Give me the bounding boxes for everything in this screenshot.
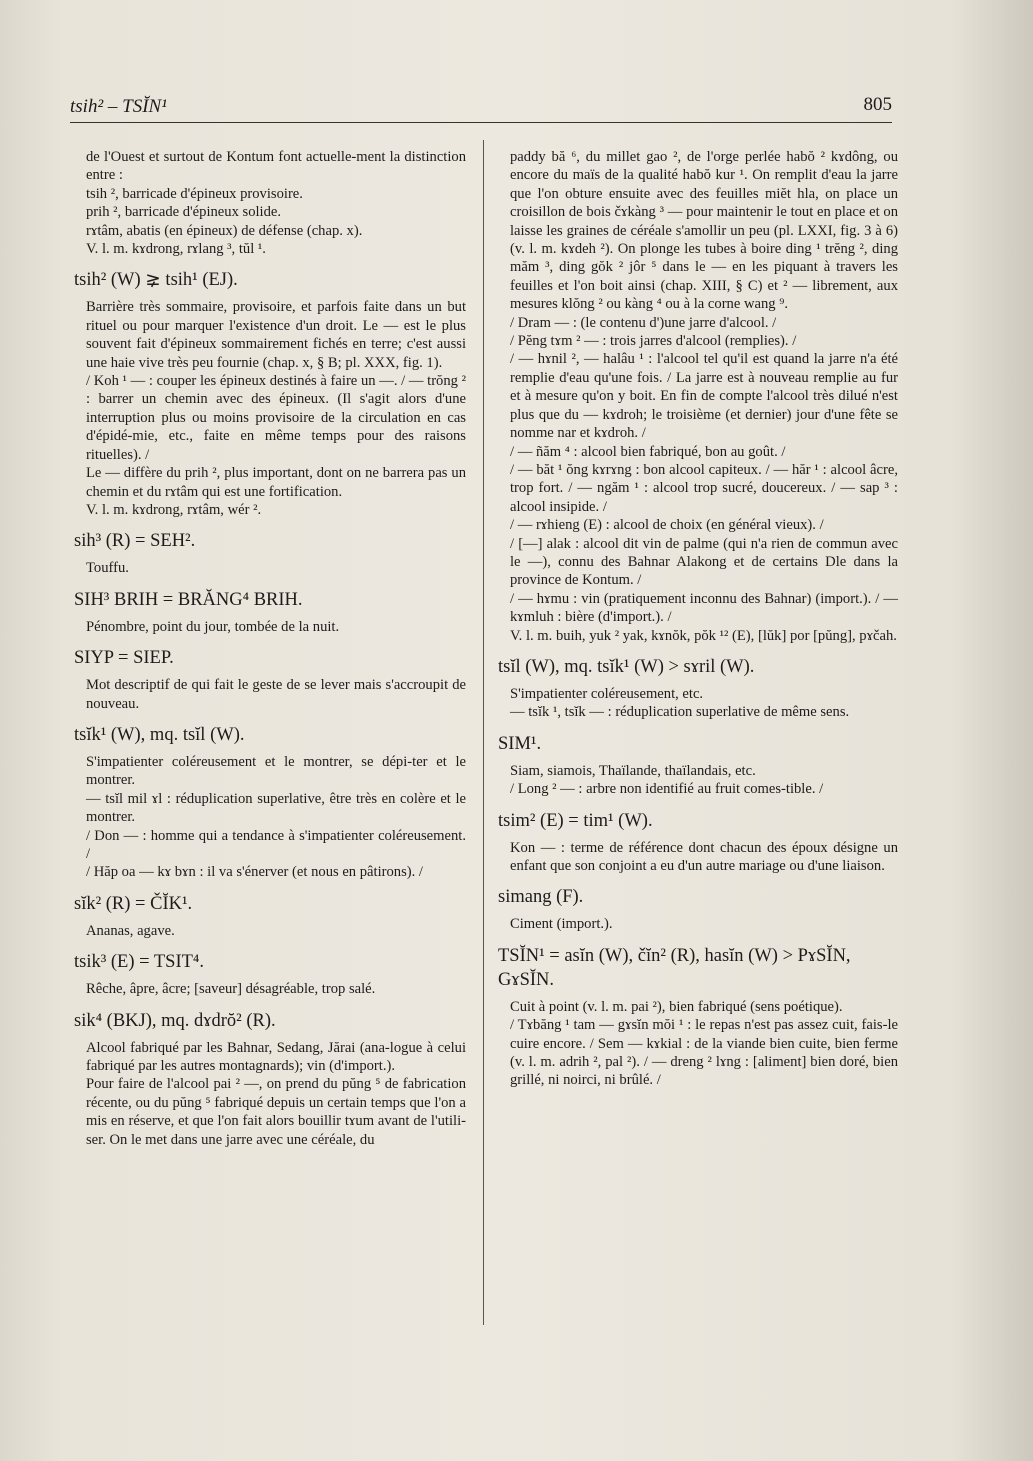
entry-text: / Koh ¹ — : couper les épineux destinés à faire un —. / — trŏng ² : barrer un chemin avec des épineux. (Il s'agit alors d'une interruption plus ou moins provisoire de la circulation en cas d'épidé-mie, etc., faite en même temps pour des raisons rituelles). / [86,373,466,463]
text-line: rɤtâm, abatis (en épineux) de défense (chap. x). [86,222,363,239]
dictionary-entry [498,655,898,722]
text-line: V. l. m. buih, yuk ² yak, kɤnŏk, pŏk ¹² (E), [lŭk] por [pŭng], pɤčah. [510,627,897,644]
text-line: / — ñăm ⁴ : alcool bien fabriqué, bon au goût. / [510,443,786,460]
text-line: / [—] alak : alcool dit vin de palme (qui n'a rien de commun avec le —), connu des Bahnar Alakong et de certains Dle dans la province de Kontum. / [510,535,898,589]
entry-headword: tsĭl (W), mq. tsĭk¹ (W) > sɤril (W). [498,656,755,677]
entry-headword: sih³ (R) = SEH². [74,531,196,552]
dictionary-entry [498,809,898,876]
entry-text: V. l. m. kɤdrong, rɤtâm, wér ². [86,501,262,518]
entry-text: S'impatienter coléreusement et le montrer, se dépi-ter et le montrer. [86,753,466,789]
text-line: V. l. m. kɤdrong, rɤlang ³, tŭl ¹. [86,241,266,258]
entry-headword: tsim² (E) = tim¹ (W). [498,810,653,831]
entry-text: Ciment (import.). [510,916,613,933]
entry-text: / Hăp oa — kɤ bɤn : il va s'énerver (et nous en pâtirons). / [86,864,423,881]
entry-text: / Long ² — : arbre non identifié au fruit comes-tible. / [510,781,824,798]
text-line: / Pĕng tɤm ² — : trois jarres d'alcool (remplies). / [510,333,797,350]
dictionary-entry [74,646,466,713]
right-column [498,148,898,1100]
left-column [74,148,466,1159]
dictionary-entry [74,268,466,519]
text-line: / — hɤmu : vin (pratiquement inconnu des Bahnar) (import.). / — kɤmluh : bière (d'import.). / [510,590,898,626]
dictionary-entry [74,529,466,577]
entry-headword: SIH³ BRIH = BRĂNG⁴ BRIH. [74,589,303,610]
entry-text: Pour faire de l'alcool pai ² —, on prend du pŭng ⁵ de fabrication récente, ou du pŭng ⁵ fabriqué depuis un certain temps que l'on a mis en réserve, et que l'on fait alors bouillir tɤum avant de l'utili-ser. On le met dans une jarre avec une céréale, du [86,1076,466,1148]
text-line: prih ², barricade d'épineux solide. [86,204,282,221]
entry-text: Mot descriptif de qui fait le geste de se lever mais s'accroupit de nouveau. [86,677,466,712]
entry-headword: sĭk² (R) = ČĬK¹. [74,893,193,914]
dictionary-entry [498,732,898,799]
continuation-block [74,148,466,258]
text-line: de l'Ouest et surtout de Kontum font actuelle-ment la distinction entre : [86,149,466,184]
entry-headword: simang (F). [498,887,584,908]
entry-headword: TSĬN¹ = asĭn (W), čĭn² (R), hasĭn (W) > PɤSĬN, GɤSĬN. [498,945,851,990]
dictionary-entry [74,1009,466,1149]
entry-text: Rêche, âpre, âcre; [saveur] désagréable, trop salé. [86,981,376,998]
entry-text: Touffu. [86,560,129,577]
entry-text: / Don — : homme qui a tendance à s'impatienter coléreusement. / [86,827,466,862]
dictionary-entry [74,723,466,882]
running-head: tsih² – TSĬN¹ [70,96,167,117]
dictionary-entry [74,950,466,998]
text-line: / — băt ¹ ŏng kɤrɤng : bon alcool capiteux. / — hăr ¹ : alcool âcre, trop fort. / — ngăm ¹ : alcool trop sucré, doucereux. / — sap ³ : alcool insipide. / [510,461,898,515]
text-line: tsih ², barricade d'épineux provisoire. [86,185,303,202]
dictionary-entry [74,892,466,940]
entry-headword: tsik³ (E) = TSIT⁴. [74,952,204,973]
entry-text: Pénombre, point du jour, tombée de la nuit. [86,618,340,635]
dictionary-entry [498,885,898,933]
text-line: / — rɤhieng (E) : alcool de choix (en général vieux). / [510,517,824,534]
entry-headword: sik⁴ (BKJ), mq. dɤdrŏ² (R). [74,1010,276,1031]
text-line: / Dram — : (le contenu d')une jarre d'alcool. / [510,314,777,331]
column-divider [483,140,484,1325]
entry-text: S'impatienter coléreusement, etc. [510,685,704,702]
entry-text: Siam, siamois, Thaïlande, thaïlandais, etc. [510,762,756,779]
page-header [70,92,892,123]
entry-text: Kon — : terme de référence dont chacun des époux désigne un enfant que son conjoint a eu d'un autre mariage ou d'une liaison. [510,839,898,874]
entry-text: Le — diffère du prih ², plus important, dont on ne barrera pas un chemin et du rɤtâm qui est une fortification. [86,465,466,500]
entry-text: Alcool fabriqué par les Bahnar, Sedang, Jărai (ana-logue à celui fabriqué par les autres montagnards); vin (d'import.). [86,1039,466,1074]
dictionary-entry [498,944,898,1090]
entry-text: — tsĭk ¹, tsĭk — : réduplication superlative de même sens. [510,704,850,721]
entry-headword: tsĭk¹ (W), mq. tsĭl (W). [74,724,245,745]
entry-text: Barrière très sommaire, provisoire, et parfois faite dans un but rituel ou pour marquer l'existence d'un droit. Le — est le plus souvent fait d'épineux sommairement fichés en terre; c'est aussi une haie vive très peu fournie (chap. x, § B; pl. XXX, fig. 1). [86,299,466,371]
entry-text: / Tɤbăng ¹ tam — gɤsĭn mŏi ¹ : le repas n'est pas assez cuit, fais-le cuire encore. / Sem — kɤkial : de la viande bien cuite, bien ferme (v. l. m. adrih ², pal ²). / — dreng ² lɤng : [aliment] bien doré, bien grillé, ni noirci, ni brûlé. / [510,1017,898,1089]
text-line: paddy bă ⁶, du millet gao ², de l'orge perlée habŏ ² kɤdông, ou encore du maïs de la qualité habŏ kur ¹. On remplit d'eau la jarre que l'on obture ensuite avec des feuilles miĕt hla, on place un croisillon de bois čɤkàng ³ — pour maintenir le tout en place et on laisse les graines de céréale s'amollir un peu (pl. LXXI, fig. 3 à 6) (v. l. m. kɤdeh ²). On plonge les tubes à boire ding ¹ trĕng ², ding măm ³, ding gŏk ² jôr ⁵ dans le — en les piquant à travers les feuilles et l'on boit ainsi (chap. XIII, § C) et ² — librement, aux mesures klŏng ² ou kàng ⁴ ou à la corne wang ⁹. [510,149,898,313]
page-number: 805 [863,94,892,115]
entry-text: — tsĭl mil ɤl : réduplication superlative, être très en colère et le montrer. [86,790,466,826]
entry-text: Cuit à point (v. l. m. pai ²), bien fabriqué (sens poétique). [510,998,843,1015]
entry-text: Ananas, agave. [86,922,175,939]
entry-headword: tsih² (W) ⪈ tsih¹ (EJ). [74,270,238,291]
entry-headword: SIM¹. [498,733,542,754]
entry-headword: SIYP = SIEP. [74,648,174,669]
text-line: / — hɤnil ², — halâu ¹ : l'alcool tel qu'il est quand la jarre n'a été remplie d'eau qu'une fois. / La jarre est à nouveau remplie au fur et à mesure qu'on y boit. En fin de compte l'alcool très dilué n'est plus que du — kɤdroh; le troisième (et dernier) jour d'une fête se nomme nar et kɤdroh. / [510,351,898,442]
dictionary-entry [74,588,466,636]
continuation-block [498,148,898,645]
